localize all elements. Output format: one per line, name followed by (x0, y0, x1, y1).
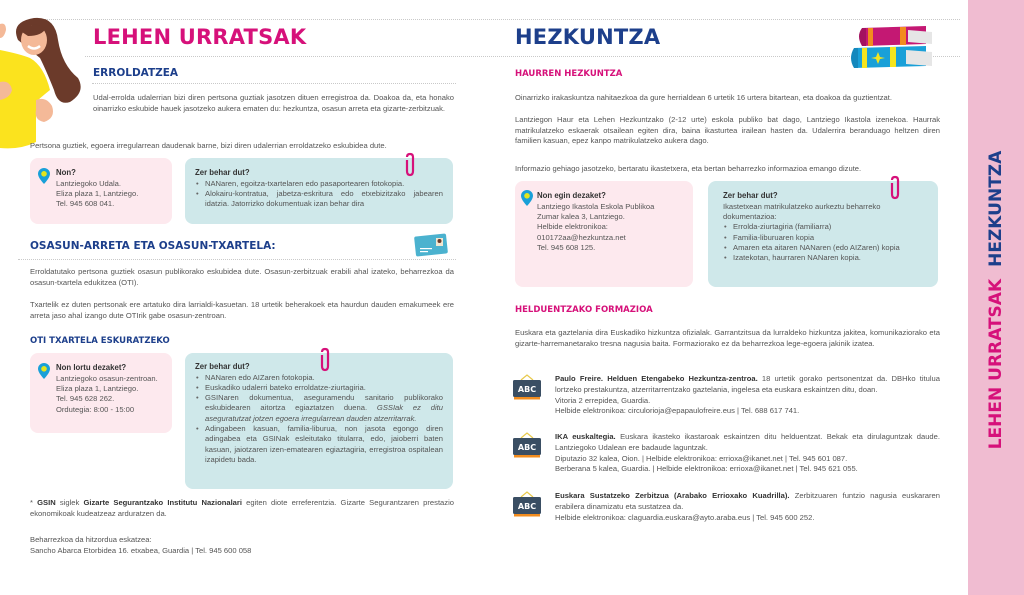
divider (92, 83, 456, 84)
paperclip-icon (318, 347, 332, 373)
erroldatzea-intro: Udal-errolda udalerrian bizi diren pertsona guztiak jasotzen dituen erregistroa da. Doakoa da, eta honako oinarrizko eskubide hauek jasotzeko aukera ematen du: hezkuntza, osasun arreta eta gizarte-zerbitzuak. (93, 93, 454, 113)
books-icon (848, 22, 934, 70)
chalkboard-abc-icon (512, 432, 542, 458)
where-line: Tel. 945 608 125. (537, 243, 596, 253)
sidebar-label (986, 151, 1006, 450)
where-title: Non egin dezaket? (537, 191, 606, 200)
where-line: Ordutegia: 8:00 - 15:00 (56, 404, 135, 414)
need-intro: Ikastetxean matrikulatzeko aurkeztu beharreko dokumentazioa: (723, 201, 881, 221)
center-address: Vitoria 2 errepidea, Guardia. (555, 395, 651, 405)
footnote-text: egiten diote erreferentzia. Gizarte Segurantzaren prestazio ekonomikoak kudeatzeaz arduratzen da. (30, 498, 454, 518)
where-line: Zumar kalea 3, Lantziego. (537, 211, 625, 221)
center-text (555, 491, 940, 523)
center-contact[interactable]: Helbide elektronikoa: claguardia.euskara@ayto.araba.eus | Tel. 945 600 252. (555, 512, 815, 522)
appointment-line-1: Beharrezkoa da hitzordua eskatzea: (30, 535, 152, 544)
where-line: Lantziego Ikastola Eskola Publikoa (537, 201, 655, 211)
need-item: • Errolda-ziurtagiria (familiarra) (723, 222, 928, 232)
need-box-haurren (708, 181, 938, 287)
where-box-haurren (515, 181, 693, 287)
need-item: • Adingabeen kasuan, familia-liburua, non jasota egongo diren adingabea eta GSINak esleitutako titularra, edo, jaioberri baten kasuan, jaiotzaren izen-ematearen egiaztagiria, erregistroa ospitalean izapidetu bada. (195, 424, 443, 465)
location-pin-icon (521, 190, 533, 206)
need-title: Zer behar dut? (195, 362, 250, 371)
section-heading-osasun: OSASUN-ARRETA ETA OSASUN-TXARTELA: (30, 240, 276, 252)
haurren-p1: Oinarrizko irakaskuntza nahitaezkoa da gure herrialdean 6 urtetik 16 urtera bitartean, eta doakoa da guztientzat. (515, 93, 892, 102)
center-name: Paulo Freire. Helduen Etengabeko Hezkuntza-zentroa. (555, 374, 758, 383)
need-item: • Izatekotan, haurraren NANaren kopia. (723, 253, 928, 263)
where-title: Non lortu dezaket? (56, 363, 127, 372)
center-item (512, 432, 940, 475)
where-line: Eliza plaza 1, Lantziego. (56, 383, 139, 393)
sidebar-label-lehen: LEHEN URRATSAK (986, 278, 1006, 450)
center-contact[interactable]: Diputazio 32 kalea, Oion. | Helbide elektronikoa: errioxa@ikanet.net | Tel. 945 601 087. (555, 453, 848, 463)
footnote-text: siglek (55, 498, 84, 507)
abc-label: ABC (517, 385, 537, 394)
footnote-star: * (30, 498, 38, 507)
need-item: • Familia-liburuaren kopia (723, 233, 928, 243)
need-list (195, 179, 443, 210)
page-title-right: HEZKUNTZA (515, 25, 661, 49)
haurren-p3: Informazio gehiago jasotzeko, bertaratu ikastetxera, eta bertan beharrezko informazioa emango dizute. (515, 164, 862, 173)
where-line: Lantziegoko Udala. (56, 178, 122, 188)
where-line: Helbide elektronikoa: (537, 222, 608, 232)
divider (30, 19, 960, 20)
footnote-bold: GSIN (37, 498, 56, 507)
center-item (512, 491, 940, 523)
center-name: IKA euskaltegia. (555, 432, 616, 441)
need-item: • NANaren, egoitza-txartelaren edo pasaportearen fotokopia. (195, 179, 443, 189)
where-line: Tel. 945 628 262. (56, 394, 115, 404)
center-name: Euskara Sustatzeko Zerbitzua (Arabako Errioxako Kuadrilla). (555, 491, 790, 500)
need-list (195, 373, 443, 466)
need-title: Zer behar dut? (723, 191, 778, 200)
need-item: • Alokairu-kontratua, jabetza-eskritura edo etxebizitzako jabearen idatzia. Jatorrizko dokumentuak izan behar dira (195, 189, 443, 210)
center-desc: Zerbitzuaren funtzio nagusia euskararen erabilera dinamizatu eta sustatzea da. (555, 491, 940, 511)
chalkboard-abc-icon (512, 491, 542, 517)
osasun-p2: Txartelik ez duten pertsonak ere artatuko dira larrialdi-kasuetan. 18 urtetik beherakoek eta haurdun dauden emakumeek ere arreta jaso ahal izango dute OTIrik gabe osasun-zentroan. (30, 300, 454, 320)
divider (85, 56, 960, 57)
health-card-icon (414, 232, 448, 258)
abc-label: ABC (517, 443, 537, 452)
where-title: Non? (56, 168, 76, 177)
center-text (555, 432, 940, 475)
osasun-p1: Erroldatutako pertsona guztiek osasun publikorako eskubidea dute. Osasun-zerbitzuak erabili ahal izateko, beharrezkoa da osasun-txartela edukitzea (OTI). (30, 267, 454, 287)
haurren-p2: Lantziegon Haur eta Lehen Hezkuntzako (2-12 urte) eskola publiko bat dago, Lantziego Ikastola izenekoa. Haurrak matrikulatzeko eskaerak otsailean egiten dira, baina ikasturtea irailean hasten da. Udalerrira beranduago heltzen diren familien kasuan, epez kanpo matrikulatzeko aukera dago. (515, 115, 940, 146)
center-desc: 18 urtetik gorako pertsonentzat da. DBHko titulua lortzeko prestakuntza, atzerritarrentzako gaztelania, ingelesa eta euskara eskaintzen ditu, doan. (555, 374, 940, 394)
erroldatzea-note: Pertsona guztiek, egoera irregularrean daudenak barne, bizi diren udalerrian erroldatzeko eskubidea dute. (30, 141, 387, 150)
gsin-footnote (30, 498, 454, 519)
woman-illustration (0, 10, 85, 150)
abc-label: ABC (517, 502, 537, 511)
center-text (555, 374, 940, 417)
subheading-oti: OTI TXARTELA ESKURATZEKO (30, 336, 170, 346)
sidebar-label-hezkuntza: HEZKUNTZA (986, 150, 1006, 267)
need-item: • Amaren eta aitaren NANaren (edo AIZaren) kopia (723, 243, 928, 253)
need-item (195, 393, 443, 424)
need-list (723, 222, 928, 263)
need-item: • NANaren edo AIZaren fotokopia. (195, 373, 443, 383)
need-item-text: GSINaren dokumentua, aseguramendu sanitario publikorako eskubidearen aitortza egiaztatzen duena. (205, 393, 443, 413)
location-pin-icon (38, 168, 50, 184)
paperclip-icon (888, 175, 902, 201)
appointment-line-2: Sancho Abarca Etorbidea 16. etxabea, Guardia | Tel. 945 600 058 (30, 546, 252, 555)
location-pin-icon (38, 363, 50, 379)
section-sidebar (968, 0, 1024, 595)
section-heading-erroldatzea: ERROLDATZEA (93, 67, 179, 79)
divider (18, 259, 456, 260)
where-email[interactable]: 010172aa@hezkuntza.net (537, 232, 626, 242)
center-desc: Euskara ikasteko ikastaroak eskaintzen ditu helduentzat. Bekak eta dirulaguntzak daude. Lantziegoko Udalean ere badaude laguntzak. (555, 432, 940, 452)
where-box-erroldatzea (30, 158, 172, 224)
center-item (512, 374, 940, 417)
page-title-left: LEHEN URRATSAK (93, 25, 307, 49)
paperclip-icon (403, 152, 417, 178)
center-contact[interactable]: Helbide elektronikoa: circulorioja@epapaulofreire.eus | Tel. 688 617 741. (555, 406, 800, 416)
need-item-italic-note: GSSIak ez ditu aseguratutzat jotzen egoera irregularrean dauden atzerritarrak. (205, 403, 443, 423)
footnote-bold: Gizarte Segurantzako Institutu Nazionalari (83, 498, 242, 507)
where-line: Tel. 945 608 041. (56, 199, 115, 209)
center-contact[interactable]: Berberana 5 kalea, Guardia. | Helbide elektronikoa: errioxa@ikanet.net | Tel. 945 621 055. (555, 464, 858, 474)
need-box-erroldatzea (185, 158, 453, 224)
need-title: Zer behar dut? (195, 168, 250, 177)
need-box-oti (185, 353, 453, 489)
where-line: Lantziegoko osasun-zentroan. (56, 373, 158, 383)
chalkboard-abc-icon (512, 374, 542, 400)
need-item: • Euskadiko udalerri bateko erroldatze-ziurtagiria. (195, 383, 443, 393)
where-line: Eliza plaza 1, Lantziego. (56, 188, 139, 198)
where-box-oti (30, 353, 172, 433)
helduen-intro: Euskara eta gaztelania dira Euskadiko hizkuntza ofizialak. Garrantzitsua da lurraldeko hizkuntza jakitea, komunikaziorako eta gizarte-harremanetarako tresna nagusia baita. Formaziorako ez da beharrezkoa lege-egoera jakinik izatea. (515, 328, 940, 348)
section-heading-helduen: HELDUENTZAKO FORMAZIOA (515, 305, 653, 315)
section-heading-haurren: HAURREN HEZKUNTZA (515, 69, 623, 79)
